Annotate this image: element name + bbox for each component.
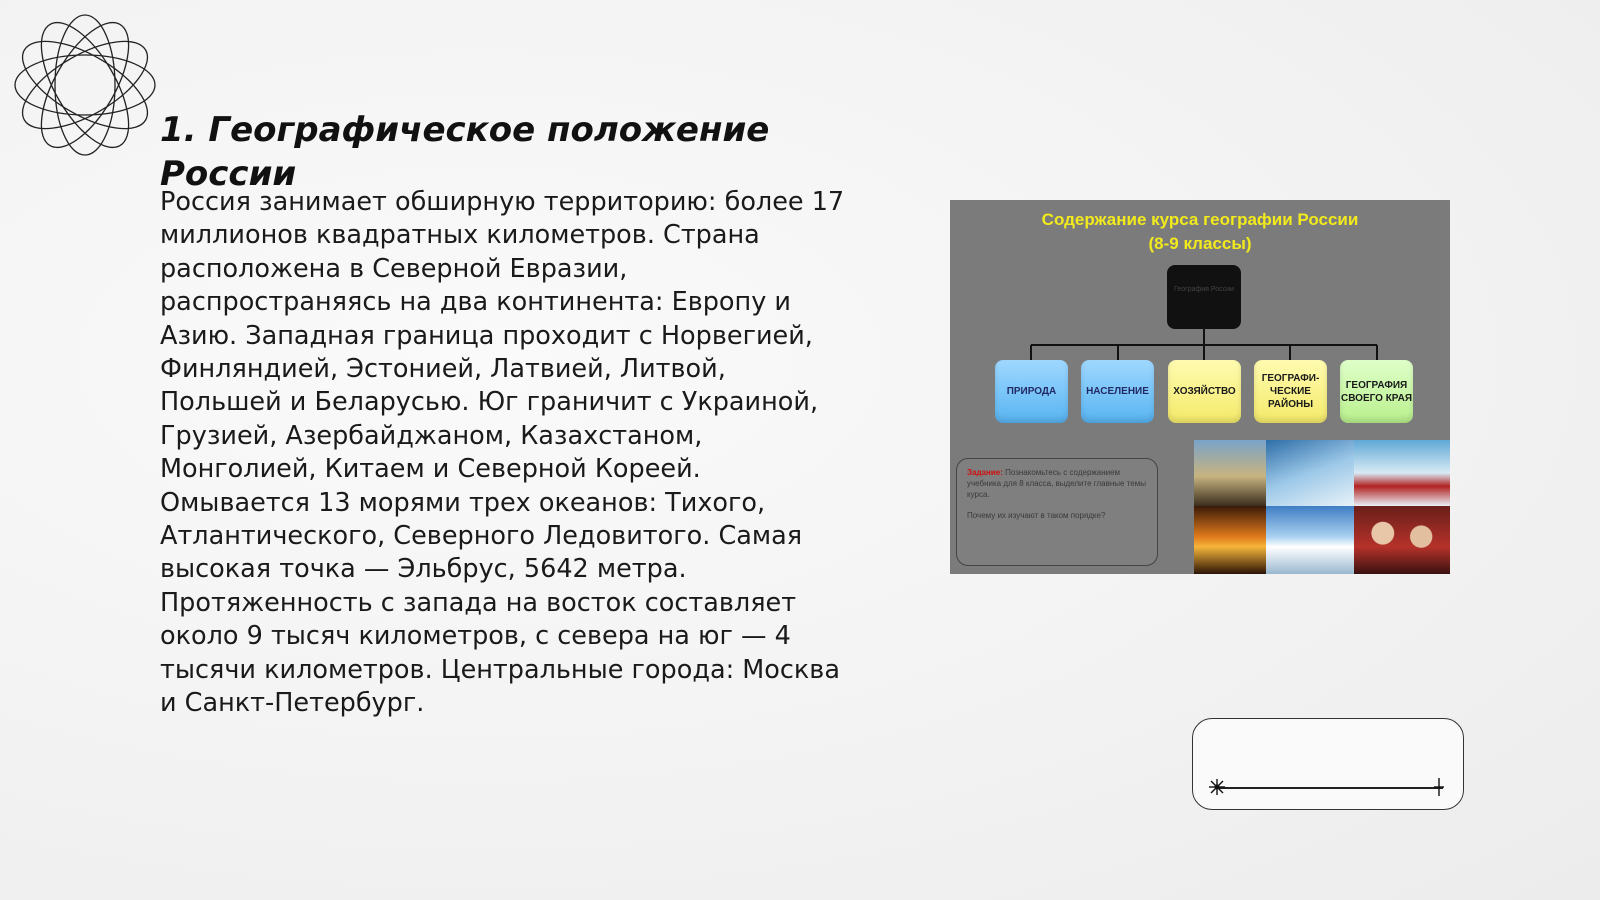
task-box	[956, 458, 1158, 566]
category-box-nature: ПРИРОДА	[995, 360, 1068, 423]
task-label: Задание:	[967, 468, 1003, 477]
diagram-title-line1: Содержание курса географии России	[1041, 210, 1359, 229]
category-box-local-geography: ГЕОГРАФИЯ СВОЕГО КРАЯ	[1340, 360, 1413, 423]
photo-sunset	[1194, 506, 1266, 574]
task-text: Познакомьтесь с содержанием учебника для 8 класса, выделите главные темы курса.	[967, 468, 1146, 499]
category-box-regions: ГЕОГРАФИ-ЧЕСКИЕ РАЙОНЫ	[1254, 360, 1327, 423]
course-content-diagram-image	[950, 200, 1450, 574]
orbit-ornament-icon	[10, 10, 160, 160]
photo-mountains	[1266, 506, 1354, 574]
photo-oil-rigs	[1194, 440, 1266, 506]
timeline-slider-widget[interactable]	[1192, 718, 1464, 810]
diagram-title-line2: (8-9 классы)	[1148, 234, 1252, 253]
diagram-root-box: География России	[1167, 265, 1241, 329]
sparkle-start-icon	[1207, 777, 1227, 797]
cross-end-icon	[1431, 777, 1447, 797]
photo-icebreaker	[1354, 440, 1450, 506]
category-box-population: НАСЕЛЕНИЕ	[1081, 360, 1154, 423]
task-question: Почему их изучают в таком порядке?	[967, 511, 1106, 520]
photo-people	[1354, 506, 1450, 574]
slider-track[interactable]	[1215, 787, 1443, 789]
slide-title: 1. Географическое положение России	[160, 110, 770, 194]
category-box-economy: ХОЗЯЙСТВО	[1168, 360, 1241, 423]
photo-collage	[1194, 440, 1450, 574]
slide-body-text: Россия занимает обширную территорию: более 17 миллионов квадратных километров. Страна расположена в Северной Евразии, распространяясь на два континента: Европу и Азию. Западная граница проходит с Норвегией, Финляндией, Эстонией, Латвией, Литвой, Польшей и Беларусью. Юг граничит с Украиной, Грузией, Азербайджаном, Казахстаном, Монголией, Китаем и Северной Кореей. Омывается 13 морями трех океанов: Тихого, Атлантического, Северного Ледовитого. Самая высокая точка — Эльбрус, 5642 метра. Протяженность с запада на восток составляет около 9 тысяч километров, с севера на юг — 4 тысячи километров. Центральные города: Москва и Санкт-Петербург.	[160, 187, 845, 719]
photo-sky	[1266, 440, 1354, 506]
